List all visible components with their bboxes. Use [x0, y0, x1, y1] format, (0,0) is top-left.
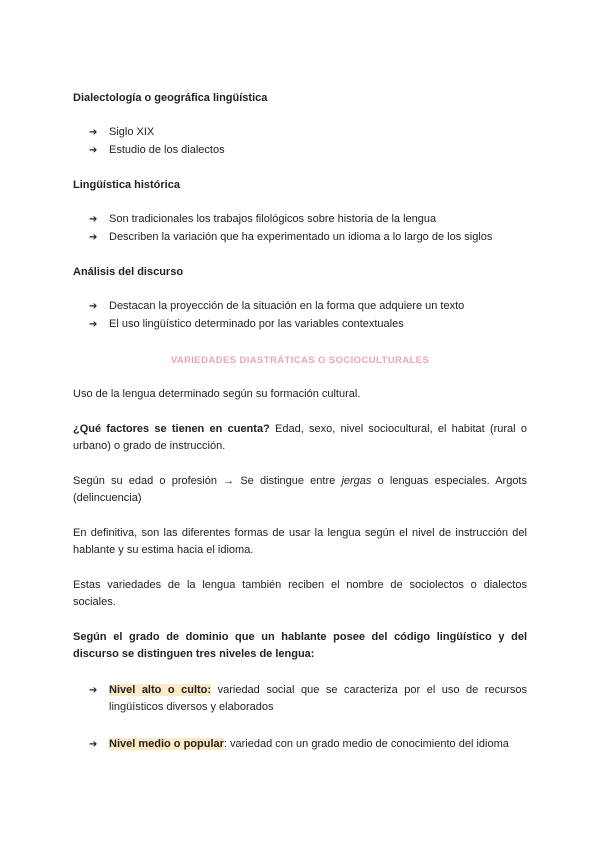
paragraph-grado: Según el grado de dominio que un hablante posee del código lingüístico y del discurso se distinguen tres niveles de lengua: — [73, 631, 527, 660]
arrow-right-icon: ➔ — [89, 301, 98, 312]
paragraph-sociolectos: Estas variedades de la lengua también reciben el nombre de sociolectos o dialectos sociales. — [73, 579, 527, 608]
list-item-nivel-alto: ➔ Nivel alto o culto: variedad social que se caracteriza por el uso de recursos lingüísticos diversos y elaborados — [89, 684, 527, 713]
list-item: ➔ El uso lingüístico determinado por las variables contextuales — [89, 316, 404, 333]
factores-question: ¿Qué factores se tienen en cuenta? — [73, 423, 270, 435]
arrow-right-icon: ➔ — [89, 145, 98, 156]
nivel-medio-label: Nivel medio o popular — [109, 738, 224, 750]
list-item-nivel-medio: ➔ Nivel medio o popular: variedad con un grado medio de conocimiento del idioma — [89, 736, 527, 753]
section-heading-historica: Lingüística histórica — [73, 179, 180, 191]
nivel-alto-label: Nivel alto o culto: — [109, 684, 212, 696]
paragraph-factores — [73, 421, 527, 455]
section-title-variedades: VARIEDADES DIASTRÁTICAS O SOCIOCULTURALES — [170, 355, 430, 366]
arrow-right-icon: ➔ — [89, 319, 98, 330]
arrow-right-icon: ➔ — [89, 127, 98, 138]
arrow-right-icon: ➔ — [89, 739, 98, 750]
jergas-italic: jergas — [341, 475, 372, 487]
list-item: ➔ Destacan la proyección de la situación en la forma que adquiere un texto — [89, 298, 464, 315]
arrow-right-icon: ➔ — [89, 214, 98, 225]
paragraph-definitiva: En definitiva, son las diferentes formas de usar la lengua según el nivel de instrucción del hablante y su estima hacia el idioma. — [73, 527, 527, 556]
paragraph-edad: Según su edad o profesión → Se distingue entre jergas o lenguas especiales. Argots (delincuencia) — [73, 475, 527, 504]
list-item: ➔ Describen la variación que ha experimentado un idioma a lo largo de los siglos — [89, 229, 492, 246]
factores-answer: Edad, sexo, nivel sociocultural, el habitat (rural o urbano) o grado de instrucción. — [73, 423, 527, 452]
list-item: ➔ Estudio de los dialectos — [89, 142, 225, 159]
list-item: ➔ Son tradicionales los trabajos filológicos sobre historia de la lengua — [89, 211, 436, 228]
section-heading-discurso: Análisis del discurso — [73, 266, 184, 278]
arrow-right-icon: ➔ — [89, 685, 98, 696]
section-heading-dialectologia: Dialectología o geográfica lingüística — [73, 92, 268, 104]
arrow-right-icon: ➔ — [89, 232, 98, 243]
paragraph-intro: Uso de la lengua determinado según su formación cultural. — [73, 388, 361, 400]
list-item: ➔ Siglo XIX — [89, 124, 154, 141]
